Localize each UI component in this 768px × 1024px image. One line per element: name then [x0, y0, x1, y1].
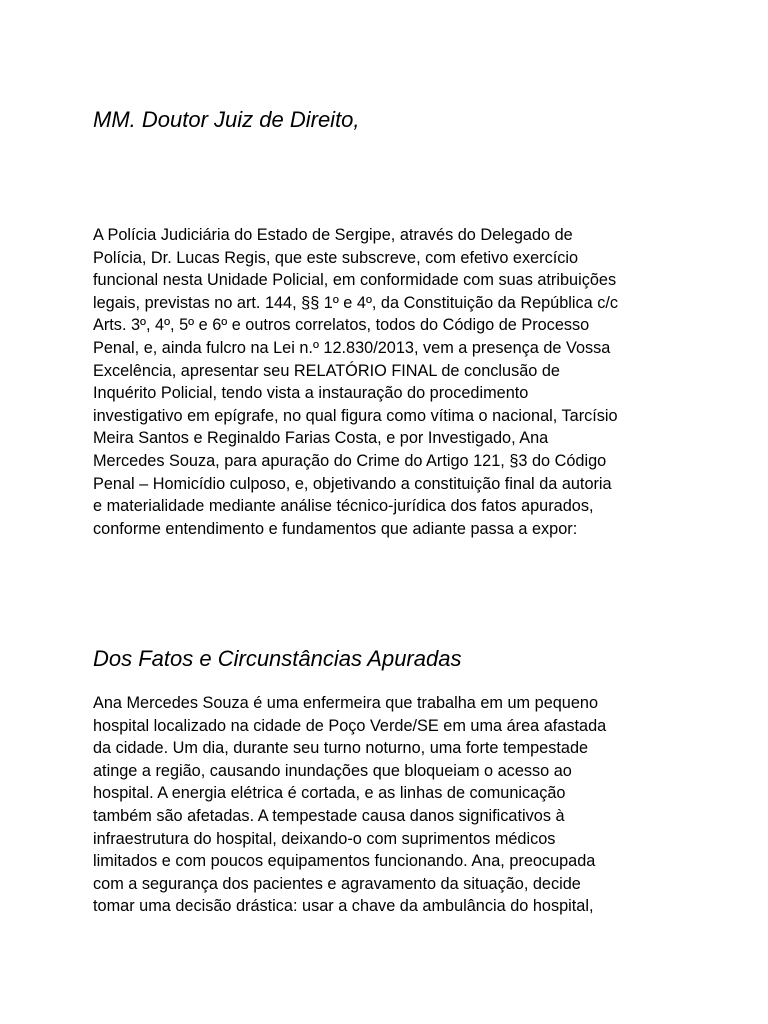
salutation-heading: MM. Doutor Juiz de Direito,	[93, 107, 360, 132]
facts-line: com a segurança dos pacientes e agravamento da situação, decide	[93, 874, 581, 893]
facts-line: infraestrutura do hospital, deixando-o com suprimentos médicos	[93, 829, 556, 848]
facts-line: limitados e com poucos equipamentos funcionando. Ana, preocupada	[93, 852, 596, 871]
facts-paragraph	[93, 692, 606, 918]
section-heading: Dos Fatos e Circunstâncias Apuradas	[93, 646, 462, 671]
intro-line: Arts. 3º, 4º, 5º e 6º e outros correlatos, todos do Código de Processo	[93, 316, 590, 335]
facts-line: hospital localizado na cidade de Poço Verde/SE em uma área afastada	[93, 716, 607, 735]
intro-line: investigativo em epígrafe, no qual figura como vítima o nacional, Tarcísio	[93, 406, 618, 425]
intro-line: conforme entendimento e fundamentos que adiante passa a expor:	[93, 519, 578, 538]
intro-line: Inquérito Policial, tendo vista a instauração do procedimento	[93, 384, 529, 403]
facts-line: da cidade. Um dia, durante seu turno noturno, uma forte tempestade	[93, 739, 589, 758]
facts-line: hospital. A energia elétrica é cortada, e as linhas de comunicação	[93, 784, 566, 803]
intro-paragraph	[93, 224, 618, 540]
intro-line: funcional nesta Unidade Policial, em conformidade com suas atribuições	[93, 271, 617, 290]
facts-line: atinge a região, causando inundações que bloqueiam o acesso ao	[93, 761, 572, 780]
intro-line: Mercedes Souza, para apuração do Crime do Artigo 121, §3 do Código	[93, 451, 607, 470]
intro-line: Polícia, Dr. Lucas Regis, que este subscreve, com efetivo exercício	[93, 248, 579, 267]
intro-line: e materialidade mediante análise técnico-jurídica dos fatos apurados,	[93, 497, 594, 516]
facts-line: Ana Mercedes Souza é uma enfermeira que trabalha em um pequeno	[93, 694, 599, 712]
intro-line: A Polícia Judiciária do Estado de Sergipe, através do Delegado de	[93, 226, 573, 244]
intro-line: legais, previstas no art. 144, §§ 1º e 4º, da Constituição da República c/c	[93, 293, 619, 312]
facts-line: também são afetadas. A tempestade causa danos significativos à	[93, 806, 565, 825]
intro-line: Meira Santos e Reginaldo Farias Costa, e por Investigado, Ana	[93, 429, 549, 448]
intro-line: Penal – Homicídio culposo, e, objetivando a constituição final da autoria	[93, 474, 612, 493]
intro-line: Excelência, apresentar seu RELATÓRIO FINAL de conclusão de	[93, 361, 560, 380]
intro-line: Penal, e, ainda fulcro na Lei n.º 12.830/2013, vem a presença de Vossa	[93, 338, 611, 357]
facts-line: tomar uma decisão drástica: usar a chave da ambulância do hospital,	[93, 897, 594, 916]
